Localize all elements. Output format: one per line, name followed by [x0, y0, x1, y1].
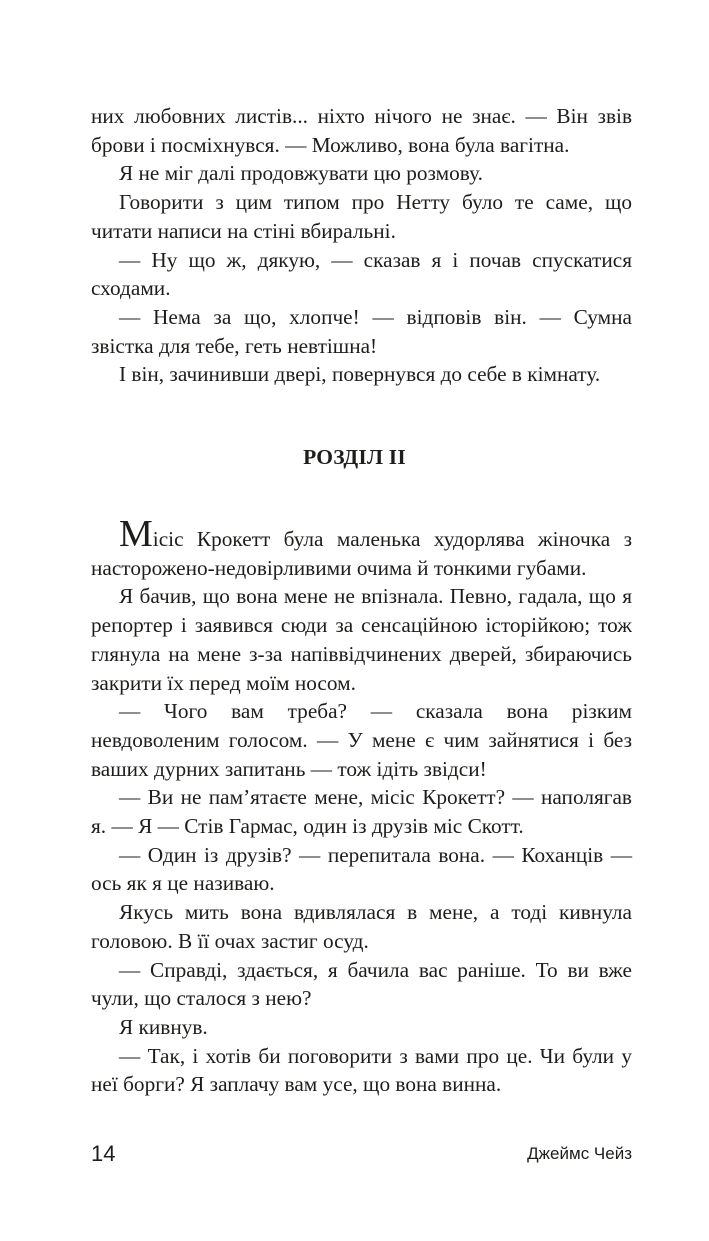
page-number: 14 — [91, 1141, 116, 1166]
paragraph: Я бачив, що вона мене не впізнала. Певно, гадала, що я репортер і заявився сюди за сенсаційною історійкою; тож глянула на мене з-за напіввідчинених дверей, збираючись закрити їх перед моїм носом. — [91, 584, 632, 695]
paragraph: Я кивнув. — [119, 1014, 208, 1039]
paragraph: них любовних листів... ніхто нічого не знає. — Він звів брови і посміхнувся. — Можливо, вона була вагітна. — [91, 104, 632, 157]
main-text-block — [91, 515, 632, 1099]
first-paragraph — [91, 515, 632, 582]
paragraph: — Ви не пам’ятаєте мене, місіс Крокетт? — наполягав я. — Я — Стів Гармас, один із друзів міс Скотт. — [91, 785, 632, 839]
paragraph: — Справді, здається, я бачила вас раніше. То ви вже чули, що сталося з нею? — [91, 957, 632, 1011]
paragraph: — Нема за що, хлопче! — відповів він. — Сумна звістка для тебе, геть невтішна! — [91, 304, 632, 358]
paragraph: Говорити з цим типом про Нетту було те саме, що читати написи на стіні вбиральні. — [91, 190, 632, 243]
running-author: Джеймс Чейз — [527, 1144, 632, 1163]
paragraph: — Ну що ж, дякую, — сказав я і почав спускатися сходами. — [91, 247, 632, 301]
first-paragraph-text: ісіс Крокетт була маленька худорлява жіночка з насторожено-недовірливими очима й тонкими губами. — [91, 527, 632, 580]
top-text-block — [91, 102, 632, 389]
paragraph: Я не міг далі продовжувати цю розмову. — [119, 161, 483, 186]
chapter-title: РОЗДІЛ ІІ — [303, 445, 406, 469]
paragraph: — Один із друзів? — перепитала вона. — Коханців — ось як я це називаю. — [91, 842, 632, 896]
paragraph: Якусь мить вона вдивлялася в мене, а тоді кивнула головою. В її очах застиг осуд. — [91, 900, 632, 953]
paragraph: — Так, і хотів би поговорити з вами про це. Чи були у неї борги? Я заплачу вам усе, що вона винна. — [91, 1043, 632, 1097]
paragraph: І він, зачинивши двері, повернувся до себе в кімнату. — [119, 362, 601, 387]
paragraph: — Чого вам треба? — сказала вона різким невдоволеним голосом. — У мене є чим зайнятися і без ваших дурних запитань — тож ідіть звідси! — [91, 699, 632, 781]
drop-initial: М — [119, 513, 153, 555]
